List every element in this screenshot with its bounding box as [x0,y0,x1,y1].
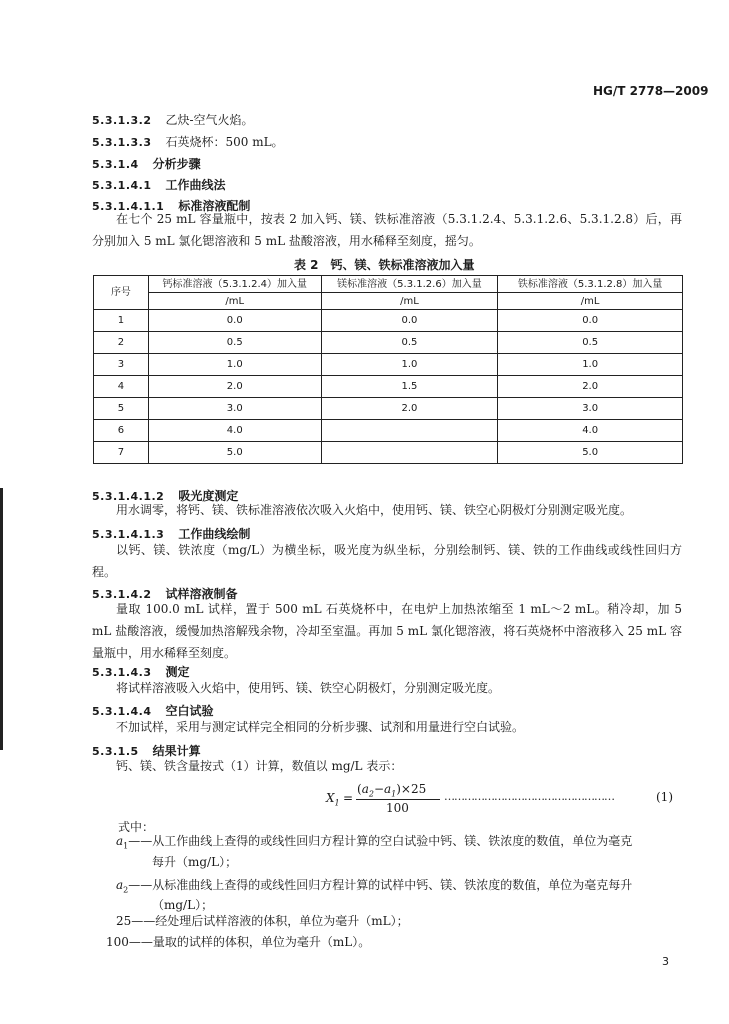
clause-number: 5.3.1.5 [92,745,139,758]
clause-number: 5.3.1.4.1.2 [92,490,165,503]
clause-number: 5.3.1.3.3 [92,136,152,149]
table-row [94,376,683,398]
fraction-bar [356,799,440,800]
clause-heading: 空白试验 [165,704,214,718]
standard-solution-table [93,275,683,464]
cell-index: 7 [94,442,149,464]
clause-heading: 工作曲线法 [165,178,226,192]
clause-5-3-1-3-3 [92,133,284,150]
cell-ca: 0.5 [148,332,321,354]
formula-numerator: $(a_2-a_1)\times 25$ [357,782,427,799]
formula-denominator: 100 [386,801,409,815]
page-number: 3 [662,955,669,968]
clause-5-3-1-3-2 [92,111,254,128]
definition-a1-cont: 每升（mg/L）； [152,855,238,869]
cell-ca: 3.0 [148,398,321,420]
cell-index: 4 [94,376,149,398]
paragraph-calc: 钙、镁、铁含量按式（1）计算，数值以 mg/L 表示： [116,759,403,773]
cell-index: 6 [94,420,149,442]
cell-fe: 3.0 [498,398,683,420]
cell-mg: 1.0 [321,354,498,376]
where-label: 式中： [118,820,155,834]
cell-ca: 1.0 [148,354,321,376]
cell-mg: 0.5 [321,332,498,354]
clause-number: 5.3.1.3.2 [92,114,152,127]
cell-mg: 0.0 [321,310,498,332]
formula-equals: = [343,791,354,805]
table-row [94,442,683,464]
table-row [94,332,683,354]
cell-index: 1 [94,310,149,332]
definition-100: 100——量取的试样的体积，单位为毫升（mL）。 [106,935,371,949]
scan-edge-mark [0,488,3,750]
definition-a2: $a_2——$从标准曲线上查得的或线性回归方程计算的试样中钙、镁、铁浓度的数值，单位为毫克每升 [116,878,633,895]
header-mg-unit: /mL [321,293,498,310]
formula-lhs: $X_1$ [326,791,340,808]
cell-index: 3 [94,354,149,376]
cell-ca: 0.0 [148,310,321,332]
clause-heading: 吸光度测定 [178,489,239,503]
table-row [94,420,683,442]
clause-number: 5.3.1.4.1.1 [92,200,165,213]
cell-mg [321,420,498,442]
cell-ca: 5.0 [148,442,321,464]
clause-number: 5.3.1.4 [92,158,139,171]
clause-heading: 标准溶液配制 [178,199,251,213]
cell-ca: 4.0 [148,420,321,442]
clause-number: 5.3.1.4.1 [92,179,152,192]
definition-a1: $a_1——$从工作曲线上查得的或线性回归方程计算的空白试验中钙、镁、铁浓度的数值，单位为毫克 [116,834,633,851]
cell-fe: 5.0 [498,442,683,464]
table-row [94,398,683,420]
clause-text: 乙炔-空气火焰。 [165,113,254,127]
header-ca: 钙标准溶液（5.3.1.2.4）加入量 [148,276,321,293]
clause-5-3-1-4 [92,155,201,172]
header-ca-unit: /mL [148,293,321,310]
header-mg: 镁标准溶液（5.3.1.2.6）加入量 [321,276,498,293]
clause-number: 5.3.1.4.3 [92,666,152,679]
clause-text: 石英烧杯：500 mL。 [165,135,284,149]
cell-index: 2 [94,332,149,354]
paragraph-absorbance: 用水调零，将钙、镁、铁标准溶液依次吸入火焰中，使用钙、镁、铁空心阴极灯分别测定吸光度。 [116,503,633,517]
definition-a2-cont: （mg/L）； [152,898,214,912]
cell-fe: 4.0 [498,420,683,442]
cell-fe: 0.0 [498,310,683,332]
cell-fe: 2.0 [498,376,683,398]
clause-heading: 试样溶液制备 [165,587,238,601]
paragraph-curve: 以钙、镁、铁浓度（mg/L）为横坐标，吸光度为纵坐标，分别绘制钙、镁、铁的工作曲线或线性回归方程。 [92,543,682,579]
cell-mg: 1.5 [321,376,498,398]
formula-number: (1) [656,790,673,804]
formula-leader-dots: …………………………………………… [444,790,614,803]
paragraph-sample-prep: 量取 100.0 mL 试样，置于 500 mL 石英烧杯中，在电炉上加热浓缩至 1 mL～2 mL。稍冷却，加 5 mL 盐酸溶液，缓慢加热溶解残余物，冷却至室温。再加 5 mL 氯化锶溶液，将石英烧杯中溶液移入 25 mL 容量瓶中，用水稀释至刻度。 [92,602,682,660]
clause-number: 5.3.1.4.2 [92,588,152,601]
cell-ca: 2.0 [148,376,321,398]
paragraph-blank: 不加试样，采用与测定试样完全相同的分析步骤、试剂和用量进行空白试验。 [116,720,525,734]
cell-mg [321,442,498,464]
clause-number: 5.3.1.4.1.3 [92,528,165,541]
clause-heading: 测定 [165,665,190,679]
definition-25: 25——经处理后试样溶液的体积，单位为毫升（mL）； [116,914,409,928]
clause-heading: 结果计算 [152,744,201,758]
cell-index: 5 [94,398,149,420]
cell-mg: 2.0 [321,398,498,420]
table-row [94,310,683,332]
clause-heading: 分析步骤 [152,157,201,171]
header-index: 序号 [94,276,149,310]
cell-fe: 0.5 [498,332,683,354]
table-row [94,354,683,376]
paragraph-standard-prep: 在七个 25 mL 容量瓶中，按表 2 加入钙、镁、铁标准溶液（5.3.1.2.4、5.3.1.2.6、5.3.1.2.8）后，再分别加入 5 mL 氯化锶溶液和 5 mL 盐酸溶液，用水稀释至刻度，摇匀。 [92,212,682,248]
clause-number: 5.3.1.4.4 [92,705,152,718]
table-caption: 表 2 钙、镁、铁标准溶液加入量 [294,258,475,272]
cell-fe: 1.0 [498,354,683,376]
clause-5-3-1-4-1 [92,176,226,193]
paragraph-measure: 将试样溶液吸入火焰中，使用钙、镁、铁空心阴极灯，分别测定吸光度。 [116,681,501,695]
standard-code: HG/T 2778—2009 [593,84,709,98]
header-fe: 铁标准溶液（5.3.1.2.8）加入量 [498,276,683,293]
header-fe-unit: /mL [498,293,683,310]
clause-heading: 工作曲线绘制 [178,527,251,541]
